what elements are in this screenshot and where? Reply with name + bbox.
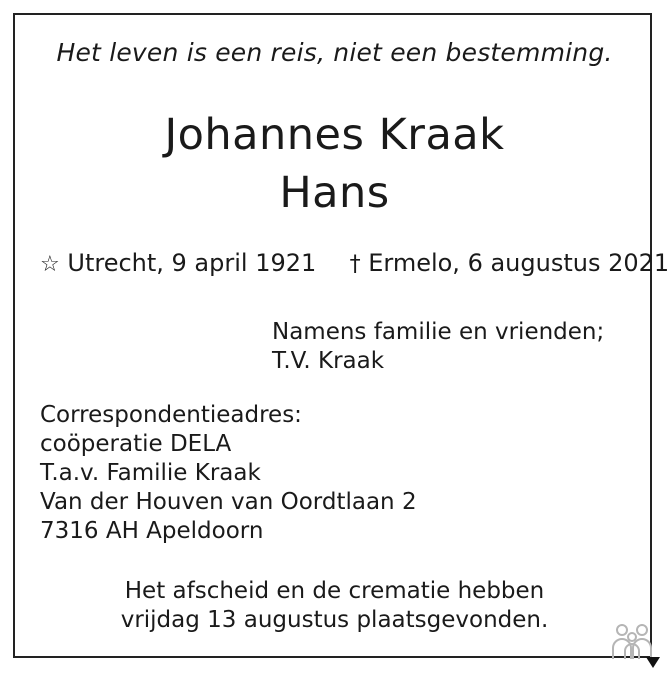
deceased-name: Johannes Kraak [164, 110, 505, 160]
signoff-line: Namens familie en vrienden; [272, 319, 605, 345]
address-line: 7316 AH Apeldoorn [40, 518, 264, 544]
farewell-line: vrijdag 13 augustus plaatsgevonden. [120, 607, 549, 633]
birth-star-icon: ☆ [40, 252, 60, 277]
death-cross-icon: † [349, 252, 361, 277]
death-info: Ermelo, 6 augustus 2021 [368, 249, 669, 277]
arrow-down-icon[interactable] [645, 655, 661, 669]
life-dates [40, 249, 669, 277]
birth-info: Utrecht, 9 april 1921 [67, 249, 317, 277]
farewell-notice [0, 577, 669, 635]
address-heading: Correspondentieadres: [40, 402, 302, 428]
address-line: Van der Houven van Oordtlaan 2 [40, 489, 417, 515]
address-line: T.a.v. Familie Kraak [40, 460, 261, 486]
quote-text: Het leven is een reis, niet een bestemming. [56, 38, 613, 67]
farewell-line: Het afscheid en de crematie hebben [124, 578, 545, 604]
address-line: coöperatie DELA [40, 431, 232, 457]
signoff-block [272, 318, 604, 376]
signoff-signer: T.V. Kraak [272, 348, 385, 374]
deceased-nickname: Hans [279, 168, 390, 218]
correspondence-address [40, 401, 417, 546]
